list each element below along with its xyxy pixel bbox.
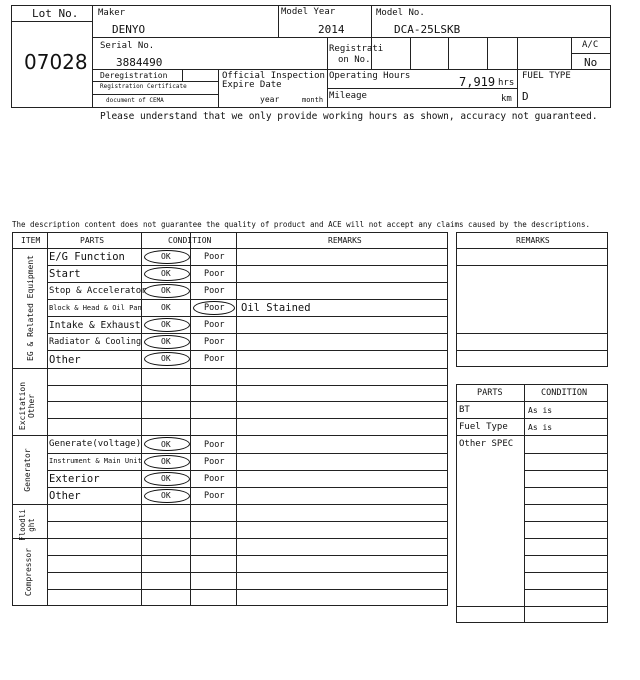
model-year-value: 2014 [318, 23, 345, 36]
part-exterior: Exterior [49, 473, 100, 485]
mileage-label: Mileage [329, 91, 367, 101]
registration-label: Registrati [329, 44, 384, 54]
condition-ok: OK [161, 337, 171, 346]
col-condition-header: CONDITION [168, 236, 212, 245]
condition-poor: Poor [204, 252, 225, 262]
model-no-label: Model No. [376, 8, 425, 18]
condition-ok: OK [161, 440, 171, 449]
registration-label-2: on No. [338, 55, 371, 65]
condition-poor: Poor [204, 440, 225, 450]
spec-parts-header: PARTS [477, 388, 503, 398]
condition-poor: Poor [204, 286, 225, 296]
col-remarks-header: REMARKS [328, 236, 362, 245]
deregistration-label: Deregistration [100, 71, 168, 80]
remarks-box [456, 232, 608, 367]
month-label: month [302, 96, 324, 104]
km-label: km [501, 94, 512, 104]
part-stop-accelerator: Stop & Accelerator [49, 286, 147, 296]
part-eg-function: E/G Function [49, 251, 125, 263]
lot-number: 07028 [24, 50, 88, 74]
operating-hours-label: Operating Hours [329, 71, 411, 81]
condition-poor: Poor [204, 354, 225, 364]
registration-certificate-label: Registration Certificate [100, 83, 187, 90]
hrs-label: hrs [498, 78, 515, 88]
side-remarks-header: REMARKS [516, 236, 550, 245]
condition-ok: OK [161, 491, 171, 500]
part-intake-exhaust: Intake & Exhaust [49, 320, 141, 331]
part-generate-voltage: Generate(voltage) [49, 439, 142, 449]
ac-label: A/C [582, 40, 599, 50]
inspection-label-2: Expire Date [222, 80, 282, 90]
header-box [11, 5, 611, 108]
condition-ok: OK [161, 303, 171, 312]
part-start: Start [49, 268, 81, 280]
condition-ok: OK [161, 354, 171, 363]
spec-other-label: Other SPEC [459, 439, 514, 449]
group-excitation-label: Excitation Other [18, 381, 36, 431]
maker-label: Maker [98, 8, 126, 18]
group-eg-label: EG & Related Equipment [26, 255, 35, 361]
condition-ok: OK [161, 252, 171, 261]
lot-label: Lot No. [32, 7, 79, 20]
col-parts-header: PARTS [80, 236, 105, 245]
year-label: year [260, 95, 280, 104]
spec-bt-label: BT [459, 405, 470, 415]
remark-oil-stained: Oil Stained [241, 302, 311, 314]
part-generator-other: Other [49, 490, 81, 502]
serial-label: Serial No. [100, 41, 155, 51]
model-no-value: DCA-25LSKB [394, 23, 461, 36]
disclaimer-text: The description content does not guarantee the quality of product and ACE will not accept any claims caused by the descriptions. [12, 220, 590, 229]
operating-hours-value: 7,919 [459, 75, 496, 89]
condition-ok: OK [161, 457, 171, 466]
spec-bt-condition: As is [528, 406, 553, 415]
group-generator-label: Generator [23, 448, 32, 492]
condition-poor: Poor [204, 474, 225, 484]
condition-poor: Poor [204, 457, 225, 467]
condition-poor: Poor [204, 320, 225, 330]
part-eg-other: Other [49, 354, 81, 366]
fuel-type-value: D [522, 90, 529, 103]
working-hours-notice: Please understand that we only provide working hours as shown, accuracy not guaranteed. [100, 111, 598, 122]
ac-value: No [584, 56, 598, 69]
spec-fuel-type-condition: As is [528, 423, 553, 432]
condition-ok: OK [161, 474, 171, 483]
col-item-header: ITEM [21, 236, 41, 245]
spec-fuel-type-label: Fuel Type [459, 422, 508, 432]
spec-condition-header: CONDITION [541, 388, 588, 398]
part-instrument-main-unit: Instrument & Main Unit [49, 457, 142, 465]
group-floodlight-label: Floodlight [18, 509, 36, 541]
condition-poor: Poor [204, 337, 225, 347]
condition-poor: Poor [204, 269, 225, 279]
condition-ok: OK [161, 286, 171, 295]
condition-poor: Poor [204, 303, 225, 313]
inspection-label: Official Inspection [222, 71, 325, 81]
condition-ok: OK [161, 320, 171, 329]
serial-value: 3884490 [116, 56, 163, 69]
condition-ok: OK [161, 269, 171, 278]
group-compressor-label: Compressor [24, 547, 33, 597]
maker-value: DENYO [112, 23, 146, 36]
condition-poor: Poor [204, 491, 225, 501]
model-year-label: Model Year [281, 7, 336, 17]
part-block-head-oil-pan: Block & Head & Oil Pan [49, 304, 142, 312]
cema-document-label: document of CEMA [106, 97, 164, 104]
fuel-type-label: FUEL TYPE [522, 71, 571, 81]
part-radiator-cooling: Radiator & Cooling [49, 337, 142, 347]
